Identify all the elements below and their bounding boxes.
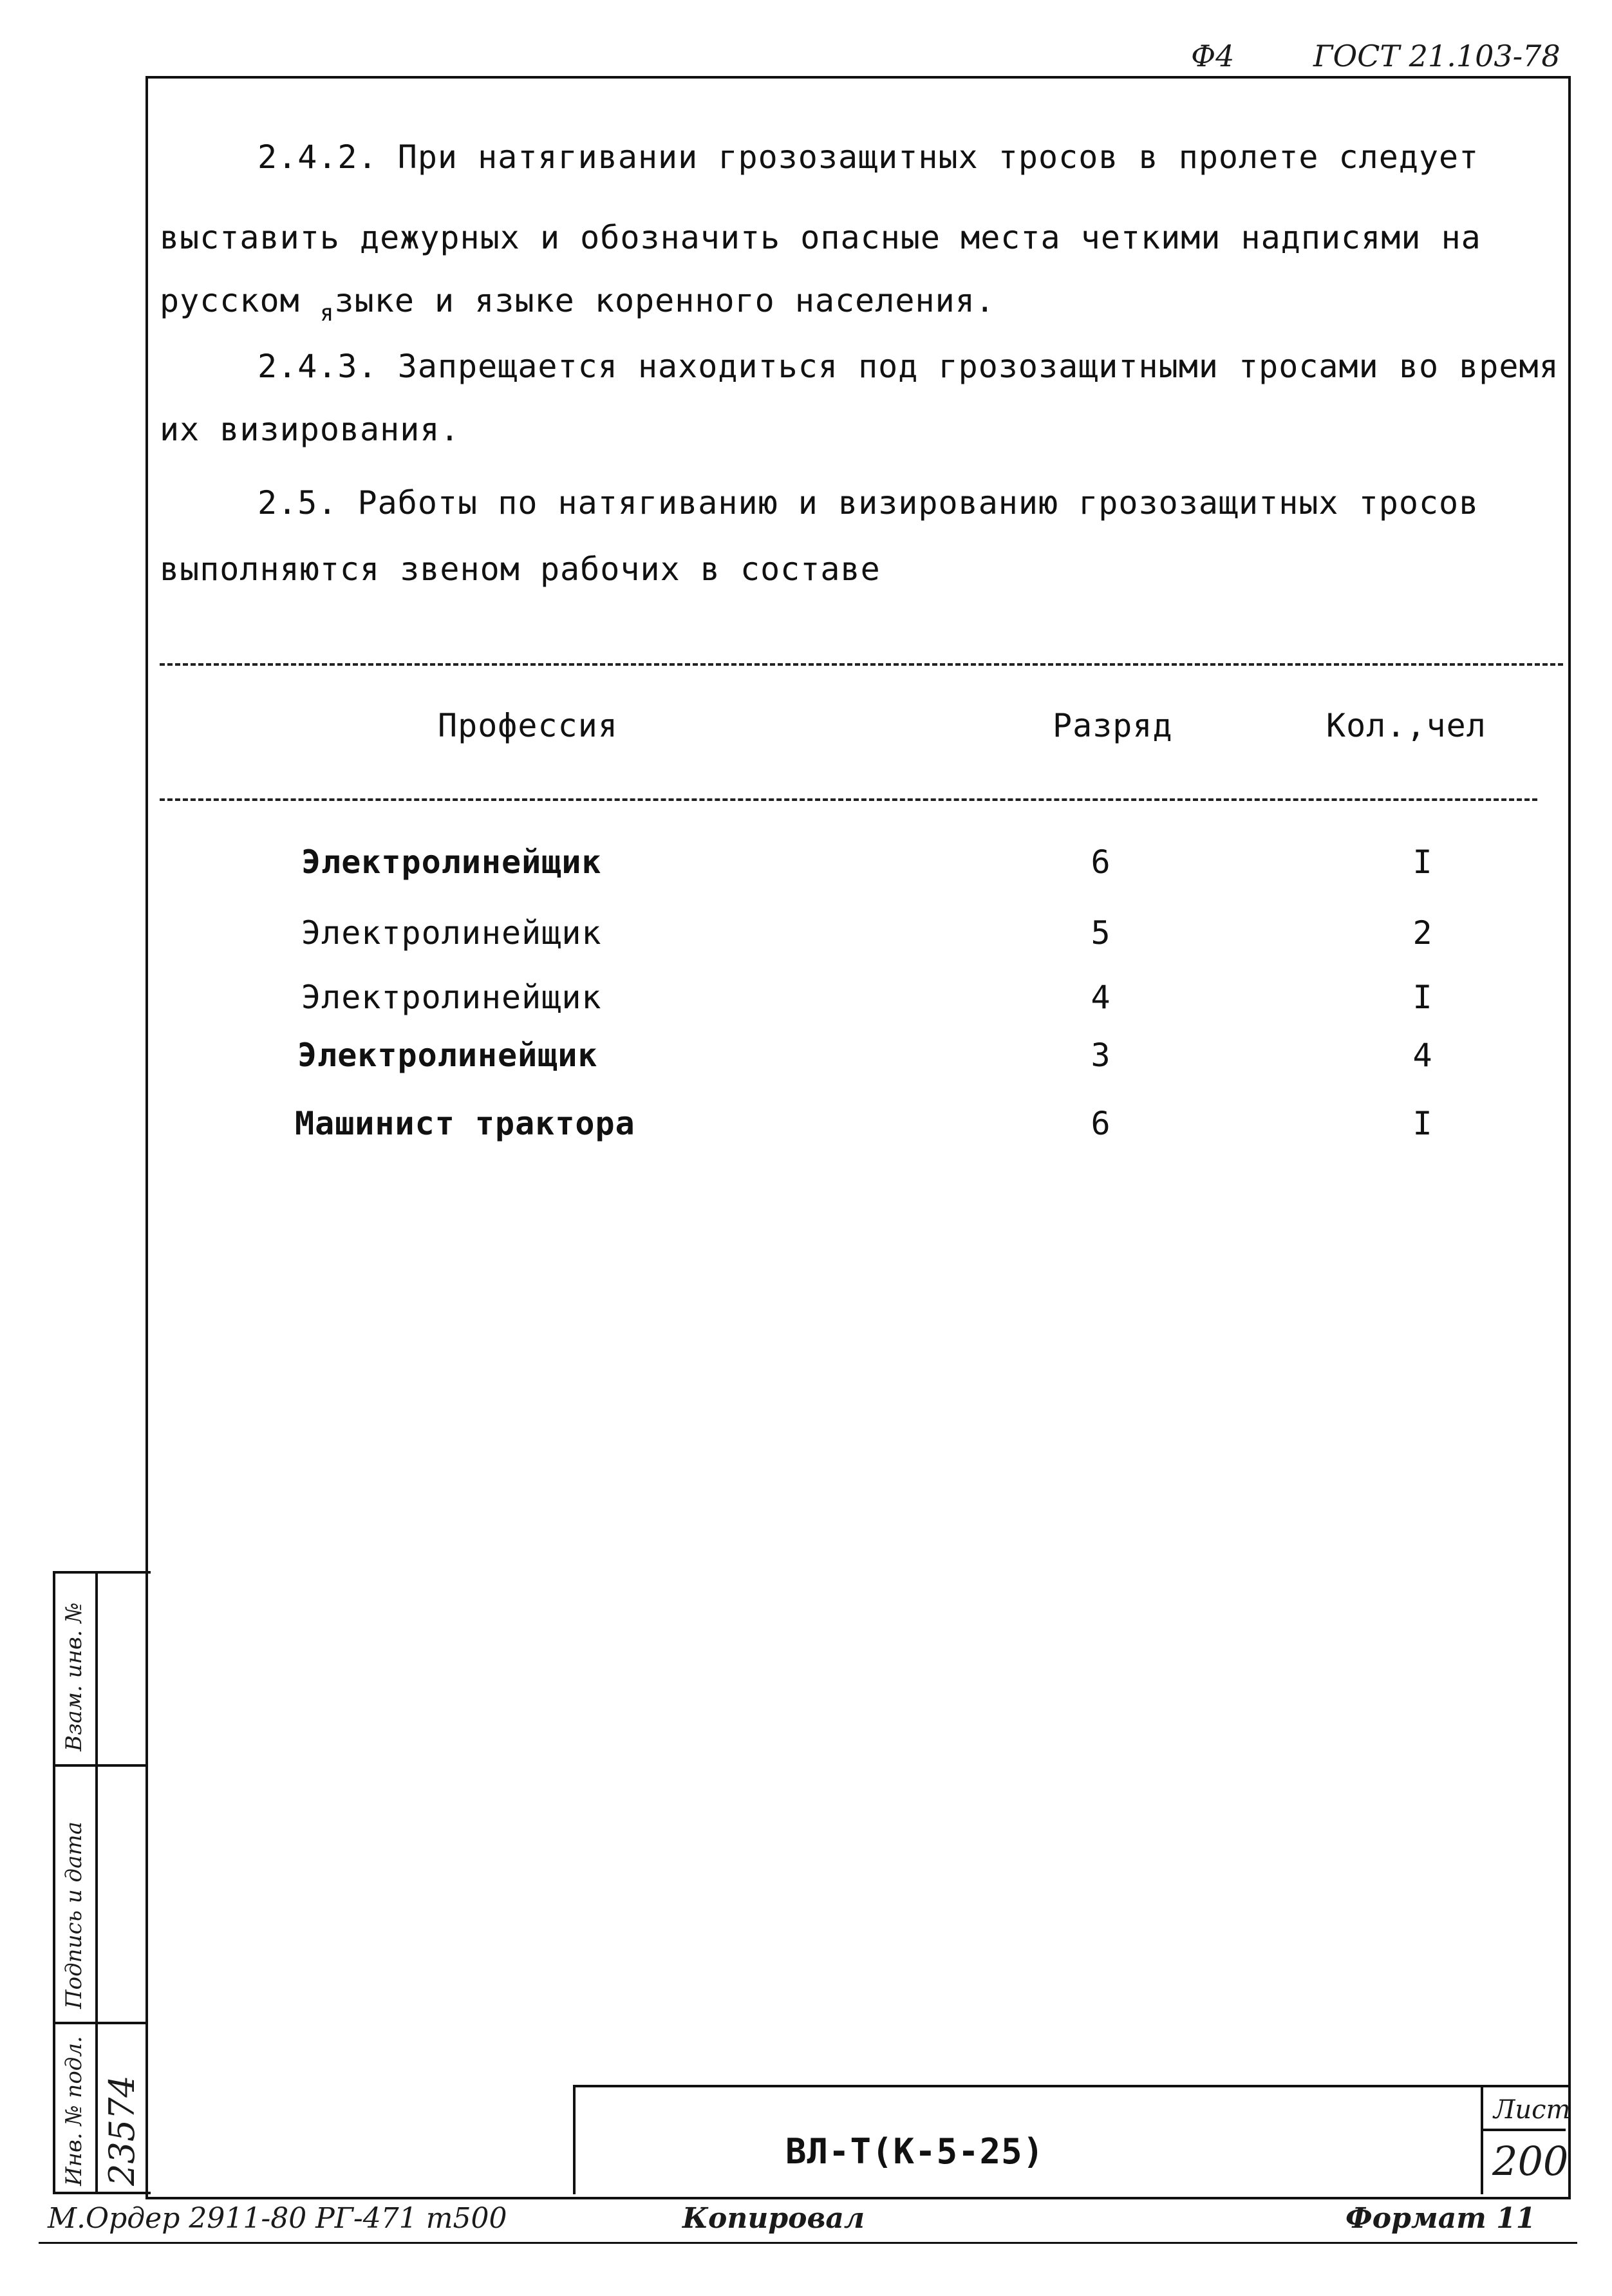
para-2-5-line1: 2.5. Работы по натягиванию и визированию грозозащитных тросов <box>258 484 1479 522</box>
footer-copied: Копировал <box>682 2202 865 2235</box>
col-header-count: Кол.,чел <box>1326 707 1486 744</box>
col-header-grade: Разряд <box>1053 707 1173 744</box>
row-2-grade: 5 <box>1091 914 1111 952</box>
para-2-4-2-line1: 2.4.2. При натягивании грозозащитных тросов в пролете следует <box>258 138 1479 176</box>
row-2-count: 2 <box>1412 914 1433 952</box>
para-2-4-2-line3 <box>160 282 995 326</box>
row-5-profession: Машинист трактора <box>295 1105 635 1142</box>
row-4-profession: Электролинейщик <box>297 1037 598 1074</box>
side-stamp-divider <box>95 1571 98 2192</box>
header-mark: Ф4 <box>1191 39 1235 73</box>
para-2-5-line2: выполняются звеном рабочих в составе <box>160 550 881 588</box>
row-3-count: I <box>1412 979 1433 1016</box>
para-2-4-2-line2: выставить дежурных и обозначить опасные места четкими надписями на <box>160 219 1481 256</box>
row-3-profession: Электролинейщик <box>301 979 602 1016</box>
sheet-number: 200 <box>1492 2138 1569 2185</box>
side-label-replace: Взам. инв. № <box>61 1602 87 1751</box>
sheet-cell-rule <box>1481 2129 1566 2131</box>
row-5-count: I <box>1412 1105 1433 1142</box>
para-2-4-3-line2: их визирования. <box>160 411 460 448</box>
row-4-count: 4 <box>1412 1037 1433 1074</box>
row-2-profession: Электролинейщик <box>301 914 602 952</box>
footer-print-info: М.Ордер 2911-80 РГ-471 т500 <box>48 2202 507 2235</box>
col-header-profession: Профессия <box>438 707 618 744</box>
table-header-rule <box>160 798 1537 801</box>
side-inv-number: 23574 <box>102 2075 142 2186</box>
para-2-4-2-subscript: я <box>319 300 335 326</box>
footer-rule <box>39 2242 1577 2244</box>
row-1-profession: Электролинейщик <box>301 843 602 881</box>
para-2-4-3-line1: 2.4.3. Запрещается находиться под грозозащитными тросами во время <box>258 348 1559 385</box>
title-block-divider <box>1481 2085 1483 2194</box>
side-stamp-rule-1 <box>53 1764 148 1767</box>
header-code: ГОСТ 21.103-78 <box>1313 39 1560 73</box>
side-stamp-rule-2 <box>53 2022 148 2024</box>
table-top-rule <box>160 663 1563 666</box>
para-2-4-2-word: русском <box>160 282 320 319</box>
row-5-grade: 6 <box>1091 1105 1111 1142</box>
para-2-4-2-rest: зыке и языке коренного населения. <box>334 282 995 319</box>
footer-format: Формат 11 <box>1345 2202 1536 2235</box>
row-1-grade: 6 <box>1091 843 1111 881</box>
title-block <box>573 2085 1571 2194</box>
doc-designation: ВЛ-Т(К-5-25) <box>785 2131 1045 2172</box>
sheet-label: Лист <box>1494 2095 1571 2125</box>
side-label-sign: Подпись и дата <box>61 1821 87 2009</box>
side-label-inv: Инв. № подл. <box>61 2036 87 2186</box>
row-3-grade: 4 <box>1091 979 1111 1016</box>
row-4-grade: 3 <box>1091 1037 1111 1074</box>
row-1-count: I <box>1412 843 1433 881</box>
